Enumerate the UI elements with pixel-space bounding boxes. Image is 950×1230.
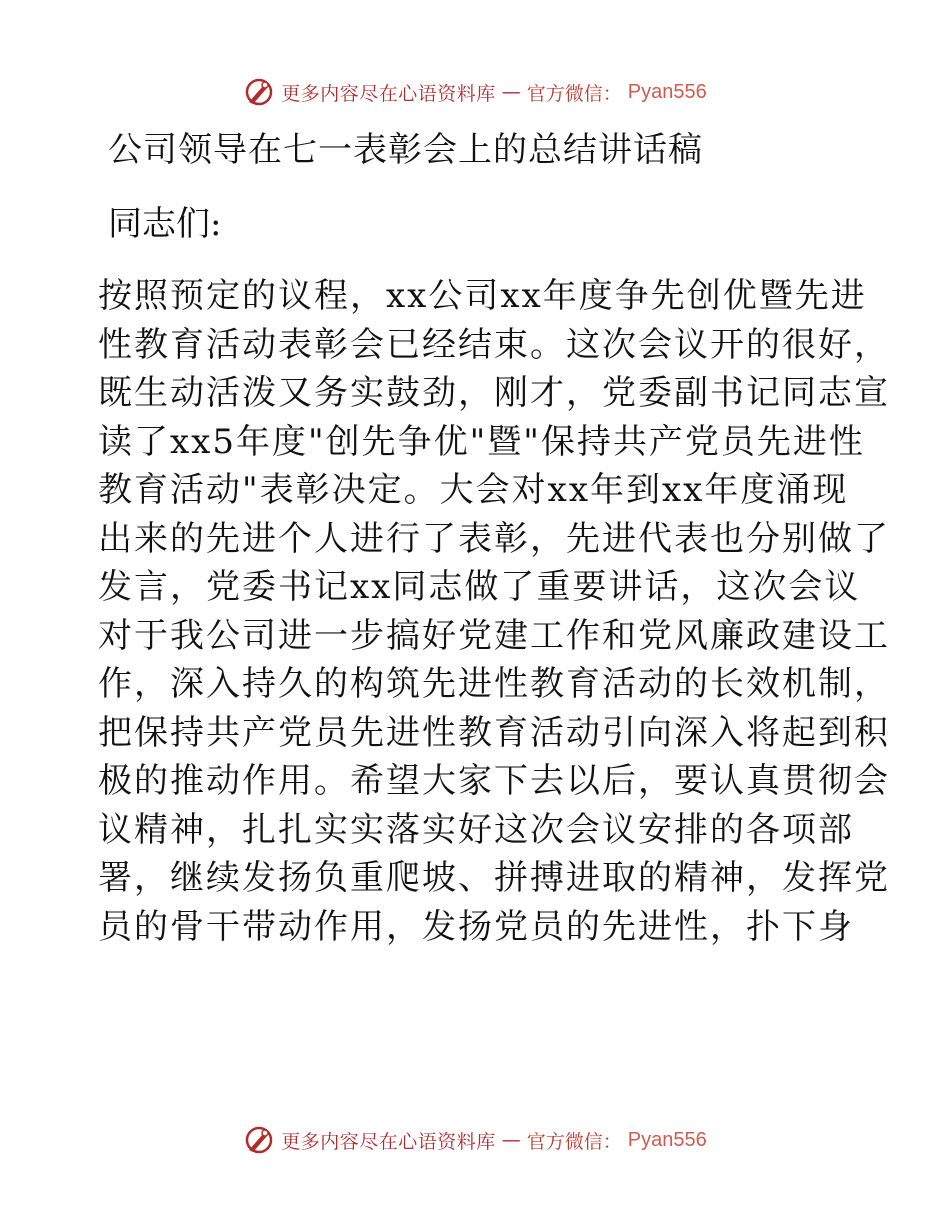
pen-logo-icon [243,76,275,108]
header-watermark [0,72,950,112]
body-line: 按照预定的议程，xx公司xx年度争先创优暨先进 [98,276,867,316]
footer-watermark [0,1120,950,1160]
watermark-site-text: 更多内容尽在心语资料库 [281,1130,496,1153]
body-line: 出来的先进个人进行了表彰，先进代表也分别做了 [98,518,890,559]
watermark-wechat-id: Pyan556 [627,1128,707,1151]
greeting: 同志们: [108,204,222,244]
body-line: 读了xx5年度"创先争优"暨"保持共产党员先进性 [98,421,865,462]
pen-logo-icon [243,1124,275,1156]
body-line: 极的推动作用。希望大家下去以后，要认真贯彻会 [98,761,890,801]
watermark-dash: — [501,1129,521,1151]
watermark-dash: — [501,81,521,103]
watermark-wechat-id: Pyan556 [627,80,707,103]
body-line: 议精神，扎扎实实落实好这次会议安排的各项部 [98,809,854,850]
body-text [98,272,890,951]
page-title: 公司领导在七一表彰会上的总结讲话稿 [108,130,703,170]
watermark-site-text: 更多内容尽在心语资料库 [281,82,496,105]
body-line: 作，深入持久的构筑先进性教育活动的长效机制， [98,664,890,704]
body-line: 署，继续发扬负重爬坡、拼搏进取的精神，发挥党 [98,858,890,898]
body-line: 把保持共产党员先进性教育活动引向深入将起到积 [98,712,890,753]
body-line: 对于我公司进一步搞好党建工作和党风廉政建设工 [98,615,890,656]
body-line: 教育活动"表彰决定。大会对xx年到xx年度涌现 [98,470,849,510]
watermark-label: 官方微信： [526,82,622,105]
body-line: 既生动活泼又务实鼓劲，刚才，党委副书记同志宣 [98,373,890,413]
watermark-label: 官方微信： [526,1130,622,1153]
body-line: 发言，党委书记xx同志做了重要讲话，这次会议 [98,567,861,607]
body-line: 性教育活动表彰会已经结束。这次会议开的很好， [98,324,890,365]
body-line: 员的骨干带动作用，发扬党员的先进性，扑下身 [98,906,854,947]
